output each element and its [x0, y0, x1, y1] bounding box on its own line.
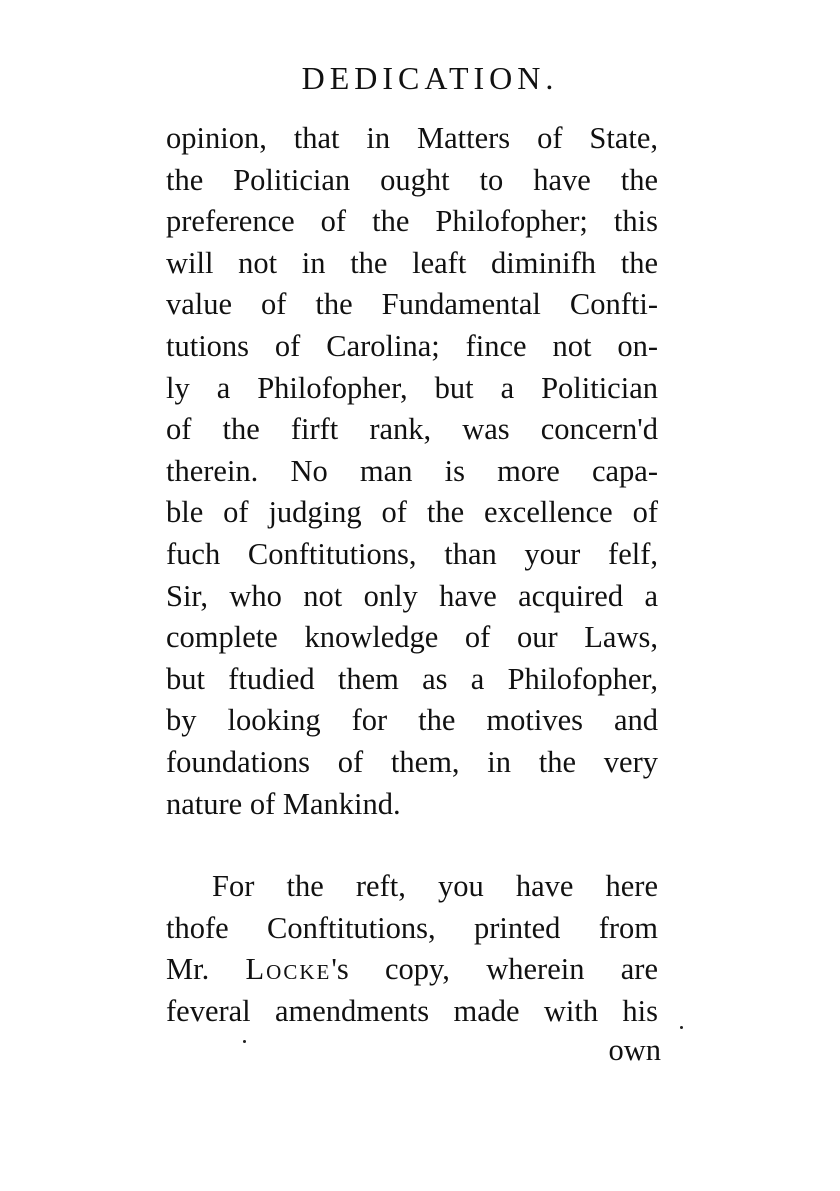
text-line: therein. No man is more capa- — [166, 453, 658, 488]
text-line: complete knowledge of our Laws, — [166, 620, 658, 655]
text-line: by looking for the motives and — [166, 703, 658, 738]
text-line — [166, 949, 658, 991]
text-fragment: Mr. — [166, 952, 246, 987]
running-head: DEDICATION. — [301, 60, 559, 96]
ink-speck — [243, 1040, 246, 1043]
text-line: of the firft rank, was concern'd — [166, 412, 658, 447]
ink-speck — [680, 1026, 683, 1029]
text-line: thofe Conftitutions, printed from — [166, 910, 658, 945]
text-line: Sir, who not only have acquired a — [166, 578, 658, 613]
text-line: opinion, that in Matters of State, — [166, 121, 658, 155]
paragraph — [166, 866, 658, 1032]
author-name: Locke — [245, 952, 332, 987]
text-line: ble of judging of the excellence of — [166, 495, 658, 530]
text-line: tutions of Carolina; fince not on- — [166, 328, 658, 363]
paragraph-gap — [166, 825, 658, 866]
text-line: feveral amendments made with his — [166, 993, 658, 1028]
text-line: but ftudied them as a Philofopher, — [166, 661, 658, 696]
text-line: foundations of them, in the very — [166, 744, 658, 779]
text-line: fuch Conftitutions, than your felf, — [166, 536, 658, 571]
text-line: value of the Fundamental Confti- — [166, 287, 658, 322]
body-text — [166, 118, 658, 1032]
text-line: For the reft, you have here — [212, 869, 658, 904]
paragraph — [166, 118, 658, 825]
text-line: the Politician ought to have the — [166, 162, 658, 197]
text-line: ly a Philofopher, but a Politician — [166, 370, 658, 405]
catchword: own — [608, 1033, 661, 1067]
text-line: nature of Mankind. — [166, 786, 401, 821]
text-line: will not in the leaft diminifh the — [166, 245, 658, 280]
text-fragment: 's copy, wherein are — [331, 952, 659, 987]
text-line: preference of the Philofopher; this — [166, 204, 658, 239]
